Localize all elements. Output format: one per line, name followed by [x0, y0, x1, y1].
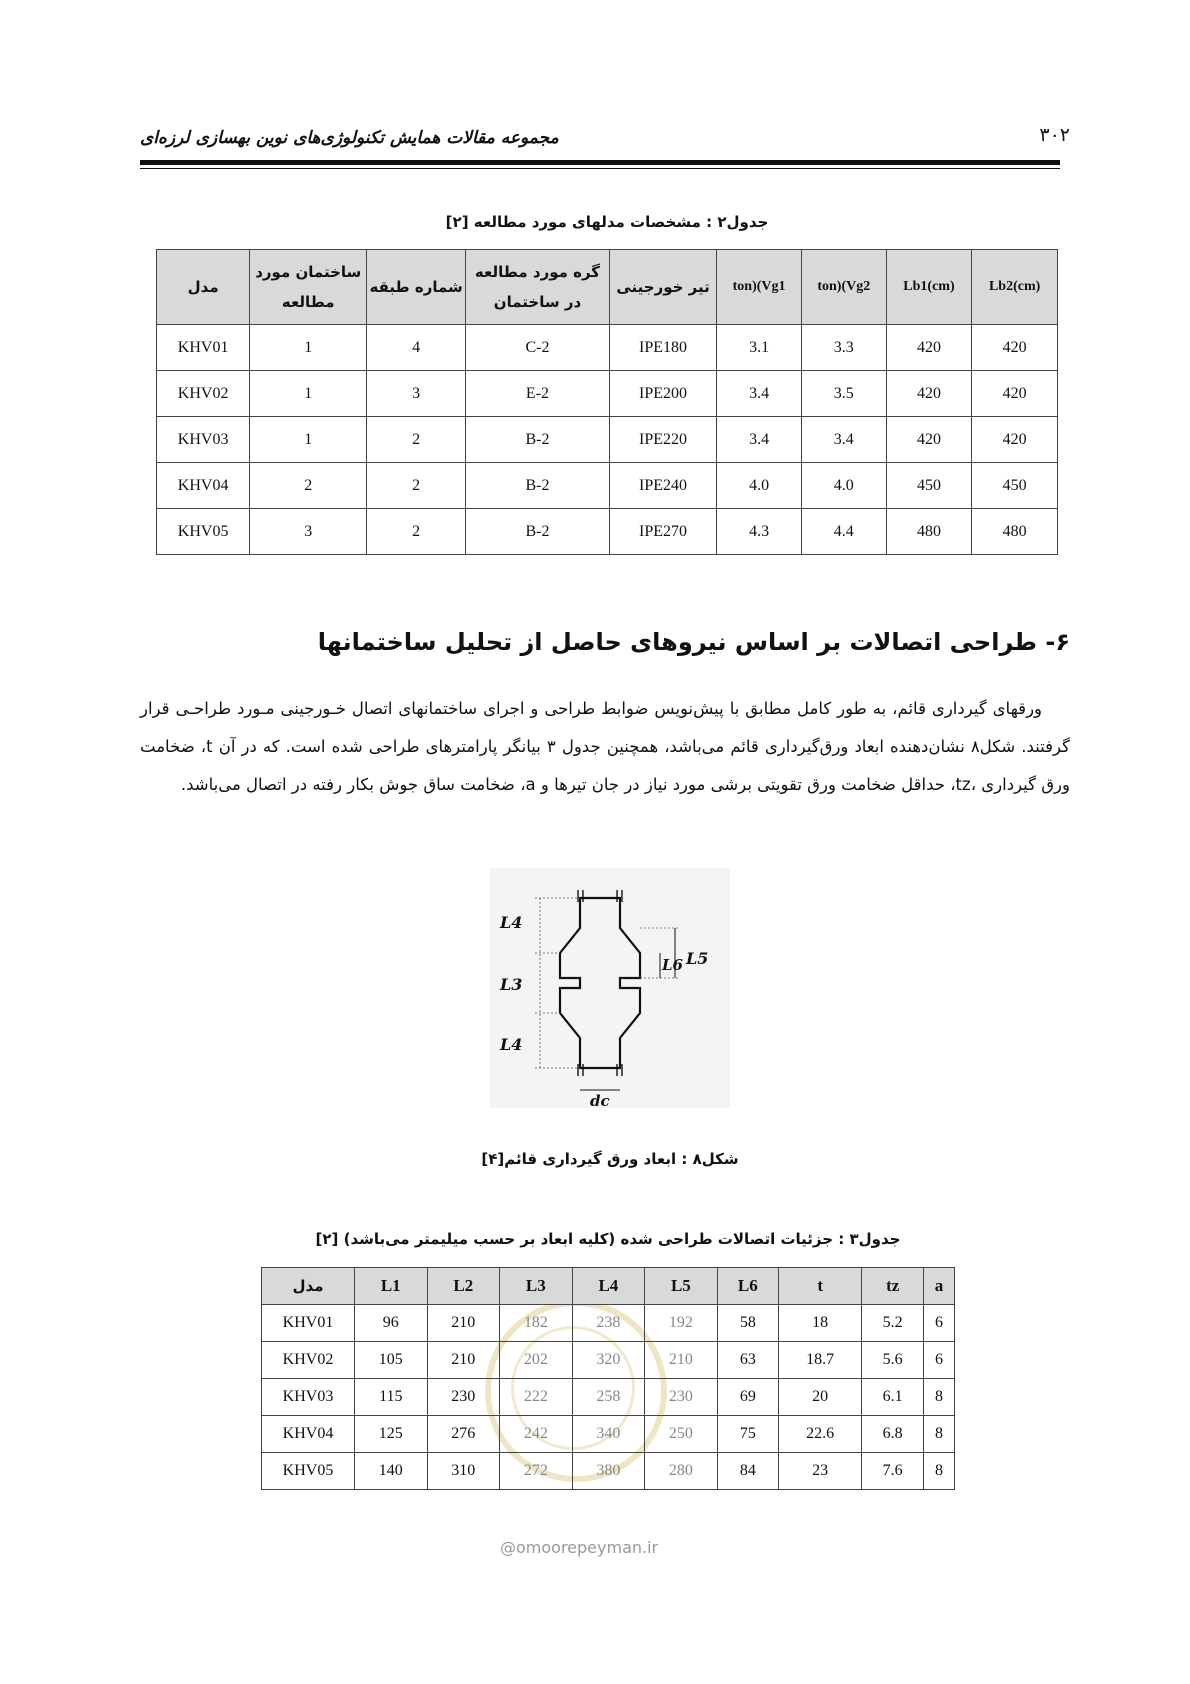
table2-header: L1 [355, 1268, 428, 1305]
table1-cell: 420 [972, 371, 1058, 417]
table1-cell: 1 [250, 417, 367, 463]
table1-cell: IPE220 [609, 417, 716, 463]
table1-cell: KHV03 [157, 417, 250, 463]
table2-cell: 69 [717, 1379, 778, 1416]
table2-cell: 320 [572, 1342, 645, 1379]
table2-cell: 230 [645, 1379, 718, 1416]
table1-cell: 480 [972, 509, 1058, 555]
table1-cell: KHV02 [157, 371, 250, 417]
table2-cell: 8 [924, 1416, 955, 1453]
table1-cell: 1 [250, 325, 367, 371]
table2-cell: 105 [355, 1342, 428, 1379]
table2-cell: 6.1 [862, 1379, 924, 1416]
table1-cell: 420 [886, 325, 972, 371]
table1-row [157, 509, 1058, 555]
table2-cell: 125 [355, 1416, 428, 1453]
table2-cell: 380 [572, 1453, 645, 1490]
table1-cell: IPE200 [609, 371, 716, 417]
table1-cell: 3 [250, 509, 367, 555]
table2-row [262, 1305, 955, 1342]
table2-row [262, 1416, 955, 1453]
table1-cell: 3.5 [801, 371, 886, 417]
body-paragraph [140, 690, 1070, 804]
table1-header: ton)(Vg1 [717, 250, 802, 325]
table1-cell: B-2 [466, 417, 610, 463]
table1-header: مدل [157, 250, 250, 325]
table2-cell: 210 [427, 1342, 500, 1379]
table1-cell: KHV04 [157, 463, 250, 509]
table2-cell: 280 [645, 1453, 718, 1490]
table1-cell: 3 [367, 371, 466, 417]
fig-label-l5: L5 [686, 949, 709, 968]
table1-cell: 420 [972, 325, 1058, 371]
table2-cell: 250 [645, 1416, 718, 1453]
table1-row [157, 371, 1058, 417]
table2-cell: 202 [500, 1342, 573, 1379]
table2-cell: 5.6 [862, 1342, 924, 1379]
table1-cell: 2 [250, 463, 367, 509]
table1-cell: B-2 [466, 509, 610, 555]
table1-cell: 4 [367, 325, 466, 371]
fig-label-l6: L6 [662, 956, 683, 974]
header-rule [140, 160, 1060, 165]
table2-cell: 18.7 [779, 1342, 862, 1379]
table1-cell: 2 [367, 509, 466, 555]
table2-cell: 8 [924, 1453, 955, 1490]
table2-cell: 84 [717, 1453, 778, 1490]
table2-header: a [924, 1268, 955, 1305]
table1-header: شماره طبقه [367, 250, 466, 325]
table2-cell: 182 [500, 1305, 573, 1342]
table2-cell: 222 [500, 1379, 573, 1416]
table1-cell: B-2 [466, 463, 610, 509]
table2-cell: 96 [355, 1305, 428, 1342]
table1-header: Lb1(cm) [886, 250, 972, 325]
table2-cell: 6 [924, 1305, 955, 1342]
table2-cell: 242 [500, 1416, 573, 1453]
table2-cell: 6.8 [862, 1416, 924, 1453]
table2-cell: 20 [779, 1379, 862, 1416]
table1-cell: 4.3 [717, 509, 802, 555]
table2-header: مدل [262, 1268, 355, 1305]
table1-cell: 2 [367, 463, 466, 509]
table2-cell: KHV03 [262, 1379, 355, 1416]
table1-cell: 4.4 [801, 509, 886, 555]
table2-header: L5 [645, 1268, 718, 1305]
plate-dimension-figure [490, 868, 730, 1108]
table1-cell: E-2 [466, 371, 610, 417]
table2-cell: 22.6 [779, 1416, 862, 1453]
table1-header: ساختمان مورد مطالعه [250, 250, 367, 325]
header-rule-thin [140, 168, 1060, 169]
table2-cell: KHV04 [262, 1416, 355, 1453]
fig-label-l4-bottom: L4 [500, 1035, 523, 1054]
table1-cell: 2 [367, 417, 466, 463]
table2-cell: 58 [717, 1305, 778, 1342]
table1-cell: C-2 [466, 325, 610, 371]
table1-cell: IPE240 [609, 463, 716, 509]
table2-header: t [779, 1268, 862, 1305]
table2-cell: 276 [427, 1416, 500, 1453]
table2-header: L6 [717, 1268, 778, 1305]
table1 [156, 249, 1058, 555]
table2-cell: 63 [717, 1342, 778, 1379]
table2-caption: جدول۳ : جزئیات اتصالات طراحی شده (کلیه ابعاد بر حسب میلیمتر می‌باشد) [۲] [315, 1230, 901, 1248]
table1-header: گره مورد مطالعه در ساختمان [466, 250, 610, 325]
table1-header: Lb2(cm) [972, 250, 1058, 325]
table2-cell: 75 [717, 1416, 778, 1453]
table2-cell: 6 [924, 1342, 955, 1379]
table2-cell: 115 [355, 1379, 428, 1416]
table2-cell: 340 [572, 1416, 645, 1453]
table1-header: ton)(Vg2 [801, 250, 886, 325]
table1-cell: 480 [886, 509, 972, 555]
journal-title: مجموعه مقالات همایش تکنولوژی‌های نوین بهسازی لرزه‌ای [140, 128, 559, 148]
table1-cell: 450 [886, 463, 972, 509]
table1-cell: 4.0 [717, 463, 802, 509]
fig-label-l3: L3 [500, 975, 523, 994]
table1-cell: 1 [250, 371, 367, 417]
table2-header: L2 [427, 1268, 500, 1305]
table1-cell: 3.3 [801, 325, 886, 371]
table1-cell: 420 [972, 417, 1058, 463]
section-heading: ۶- طراحی اتصالات بر اساس نیروهای حاصل از تحلیل ساختمانها [317, 628, 1070, 656]
table2-cell: 7.6 [862, 1453, 924, 1490]
table2-cell: 192 [645, 1305, 718, 1342]
fig-label-dc: dc [590, 1092, 610, 1108]
table2-cell: 23 [779, 1453, 862, 1490]
table1-cell: 420 [886, 371, 972, 417]
table2-cell: 8 [924, 1379, 955, 1416]
table2-cell: 140 [355, 1453, 428, 1490]
table1-header-row [157, 250, 1058, 325]
table2-row [262, 1342, 955, 1379]
watermark-site: @omoorepeyman.ir [500, 1538, 659, 1557]
table1-row [157, 463, 1058, 509]
paragraph-text: ورقهای گیرداری قائم، به طور کامل مطابق با پیش‌نویس ضوابط طراحی و اجرای ساختمانهای اتصال خـورجینی مـورد طراحـی قرار گرفتند. شکل۸ نشان‌دهنده ابعاد ورق‌گیرداری قائم می‌باشد، همچنین جدول ۳ بیانگر پارامترهای طراحی شده است. که در آن t، ضخامت ورق گیرداری ،tz، حداقل ضخامت ورق تقویتی برشی مورد نیاز در جان تیرها و a، ضخامت ساق جوش بکار رفته در اتصال می‌باشد. [140, 699, 1070, 794]
table1-cell: 3.1 [717, 325, 802, 371]
table1-cell: IPE180 [609, 325, 716, 371]
table1-cell: 3.4 [801, 417, 886, 463]
table2-cell: 310 [427, 1453, 500, 1490]
table1-cell: 420 [886, 417, 972, 463]
table2-row [262, 1379, 955, 1416]
page-number: ۳۰۲ [1039, 124, 1070, 146]
table1-cell: 450 [972, 463, 1058, 509]
table2-cell: 210 [645, 1342, 718, 1379]
table1-caption: جدول۲ : مشخصات مدلهای مورد مطالعه [۲] [445, 213, 769, 231]
table1-cell: 3.4 [717, 417, 802, 463]
table1-cell: KHV01 [157, 325, 250, 371]
table2-cell: 258 [572, 1379, 645, 1416]
table1-row [157, 325, 1058, 371]
table2-header: L4 [572, 1268, 645, 1305]
table2-cell: 238 [572, 1305, 645, 1342]
table1-cell: 3.4 [717, 371, 802, 417]
table2-row [262, 1453, 955, 1490]
table1-cell: 4.0 [801, 463, 886, 509]
table2-cell: 18 [779, 1305, 862, 1342]
table1-header: تیر خورجینی [609, 250, 716, 325]
table2-cell: KHV02 [262, 1342, 355, 1379]
table2-cell: 272 [500, 1453, 573, 1490]
table1-row [157, 417, 1058, 463]
table1-cell: IPE270 [609, 509, 716, 555]
table2 [261, 1267, 955, 1490]
table2-cell: 230 [427, 1379, 500, 1416]
table2-header: L3 [500, 1268, 573, 1305]
table2-cell: 5.2 [862, 1305, 924, 1342]
table2-cell: KHV01 [262, 1305, 355, 1342]
fig-label-l4-top: L4 [500, 913, 523, 932]
table2-cell: 210 [427, 1305, 500, 1342]
table2-header: tz [862, 1268, 924, 1305]
table1-cell: KHV05 [157, 509, 250, 555]
figure-caption: شکل۸ : ابعاد ورق گیرداری قائم[۴] [481, 1150, 739, 1168]
table2-header-row [262, 1268, 955, 1305]
table2-cell: KHV05 [262, 1453, 355, 1490]
